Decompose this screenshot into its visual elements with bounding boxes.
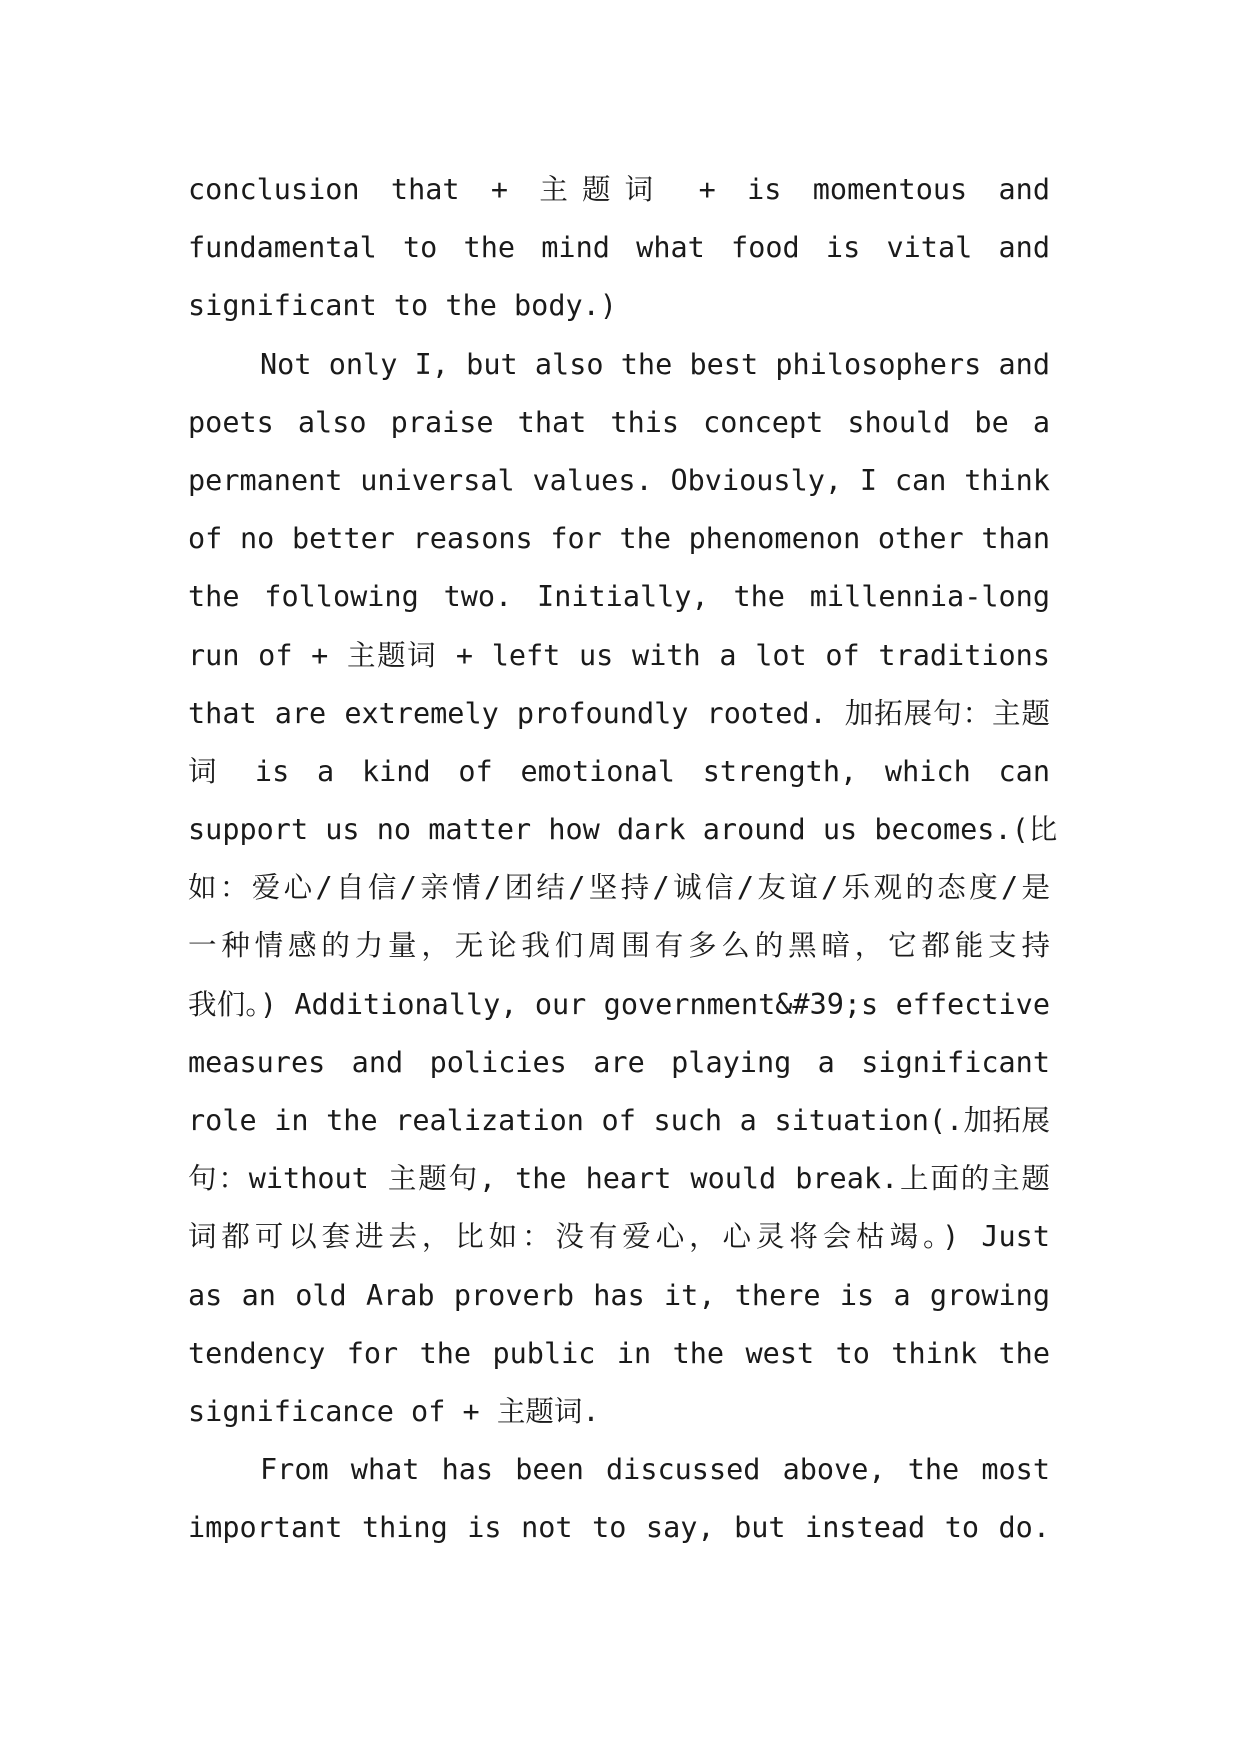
paragraph-first-line: Not only I, but also the best philosophers and (260, 347, 1050, 381)
text-line: that are extremely profoundly rooted. 加拓展句：主题 (188, 696, 1050, 730)
text-line: poets also praise that this concept should be a (188, 405, 1050, 439)
text-line: measures and policies are playing a significant (188, 1045, 1050, 1079)
text-line: role in the realization of such a situation(.加拓展 (188, 1104, 1050, 1137)
text-line: of no better reasons for the phenomenon other than (188, 522, 1050, 556)
text-line: 句：without 主题句, the heart would break.上面的主题 (188, 1162, 1050, 1196)
text-line: conclusion that + 主题词 + is momentous and (188, 173, 1050, 206)
text-line: important thing is not to say, but instead to do. (188, 1511, 1050, 1545)
text-line: tendency for the public in the west to think the (188, 1336, 1050, 1370)
text-line: run of + 主题词 + left us with a lot of traditions (188, 638, 1050, 672)
text-line: as an old Arab proverb has it, there is a growing (188, 1278, 1050, 1312)
text-line: the following two. Initially, the millennia-long (188, 580, 1050, 614)
paragraph-first-line: From what has been discussed above, the most (260, 1453, 1050, 1487)
text-line: 如：爱心/自信/亲情/团结/坚持/诚信/友谊/乐观的态度/是 (188, 871, 1050, 905)
text-line: 一种情感的力量，无论我们周围有多么的黑暗，它都能支持 (188, 929, 1050, 963)
text-line: 词 is a kind of emotional strength, which can (188, 754, 1050, 788)
text-line: 我们。) Additionally, our government&#39;s effective (188, 987, 1050, 1021)
text-line: significance of + 主题词. (188, 1394, 600, 1428)
body-text (188, 161, 1058, 1558)
text-line: significant to the body.) (188, 289, 617, 323)
text-line: fundamental to the mind what food is vital and (188, 231, 1050, 265)
text-line: permanent universal values. Obviously, I can think (188, 463, 1050, 497)
text-line: 词都可以套进去，比如：没有爱心，心灵将会枯竭。) Just (188, 1220, 1050, 1254)
text-line: support us no matter how dark around us becomes.(比 (188, 813, 1058, 847)
